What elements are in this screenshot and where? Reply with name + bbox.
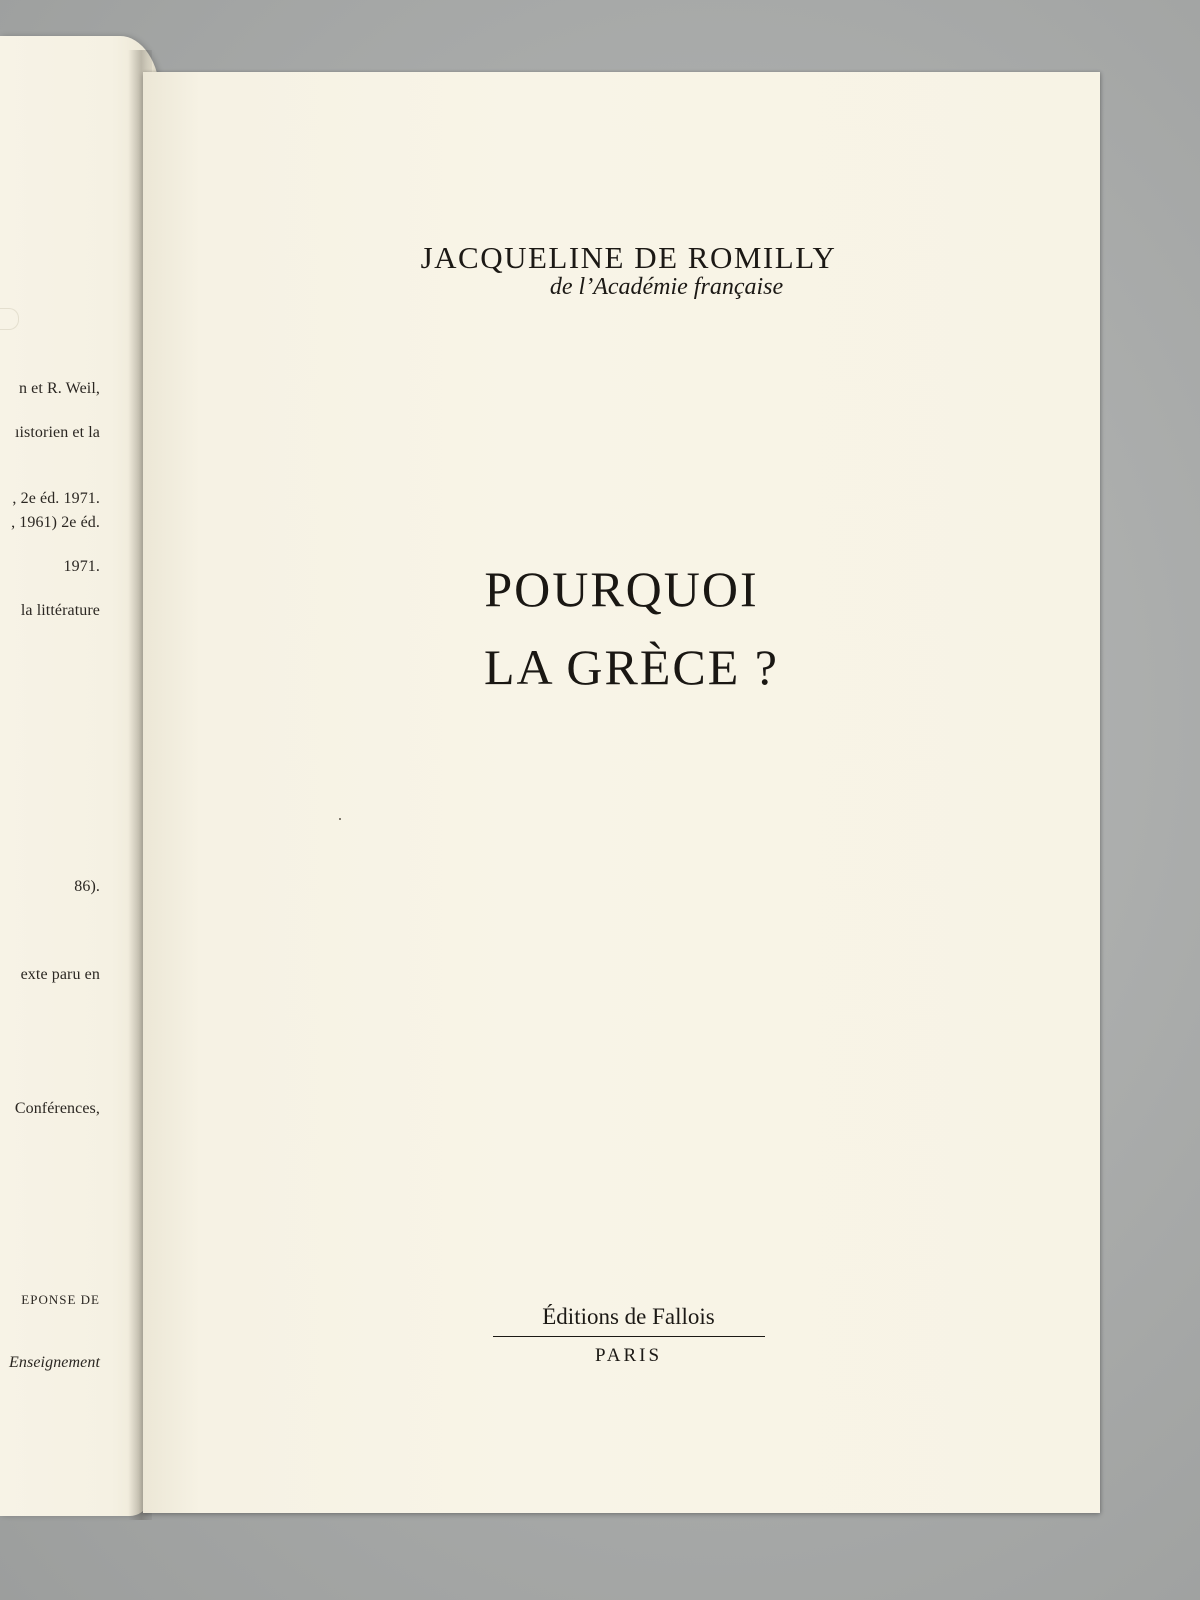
title-page [143, 72, 1100, 1513]
left-text-line: Enseignement [9, 1354, 100, 1371]
publisher-city: PARIS [594, 1345, 663, 1366]
publisher-name: Éditions de Fallois [542, 1304, 715, 1329]
left-text-line: exte paru en [20, 966, 100, 983]
left-text-line: ıistorien et la [14, 424, 100, 441]
left-text-line: 1971. [63, 558, 100, 575]
left-text-line: n et R. Weil, [18, 380, 100, 397]
left-text-line: 86). [74, 878, 100, 895]
left-text-line: EPONSE DE [21, 1292, 100, 1307]
left-text-line: , 2e éd. 1971. [12, 490, 100, 507]
left-text-line: , 1961) 2e éd. [11, 514, 100, 531]
book-title-line-1: POURQUOI [484, 561, 759, 617]
book-title-line-2: LA GRÈCE ? [484, 639, 779, 695]
left-text-line: la littérature [20, 602, 100, 619]
author-name: JACQUELINE DE ROMILLY [420, 240, 837, 275]
left-text-line: Conférences, [14, 1100, 100, 1117]
publisher-block [143, 1302, 1100, 1369]
publisher-rule [493, 1336, 765, 1337]
author-affiliation: de l’Académie française [549, 274, 784, 300]
page-mark [0, 308, 19, 330]
paper-speck [339, 818, 341, 820]
